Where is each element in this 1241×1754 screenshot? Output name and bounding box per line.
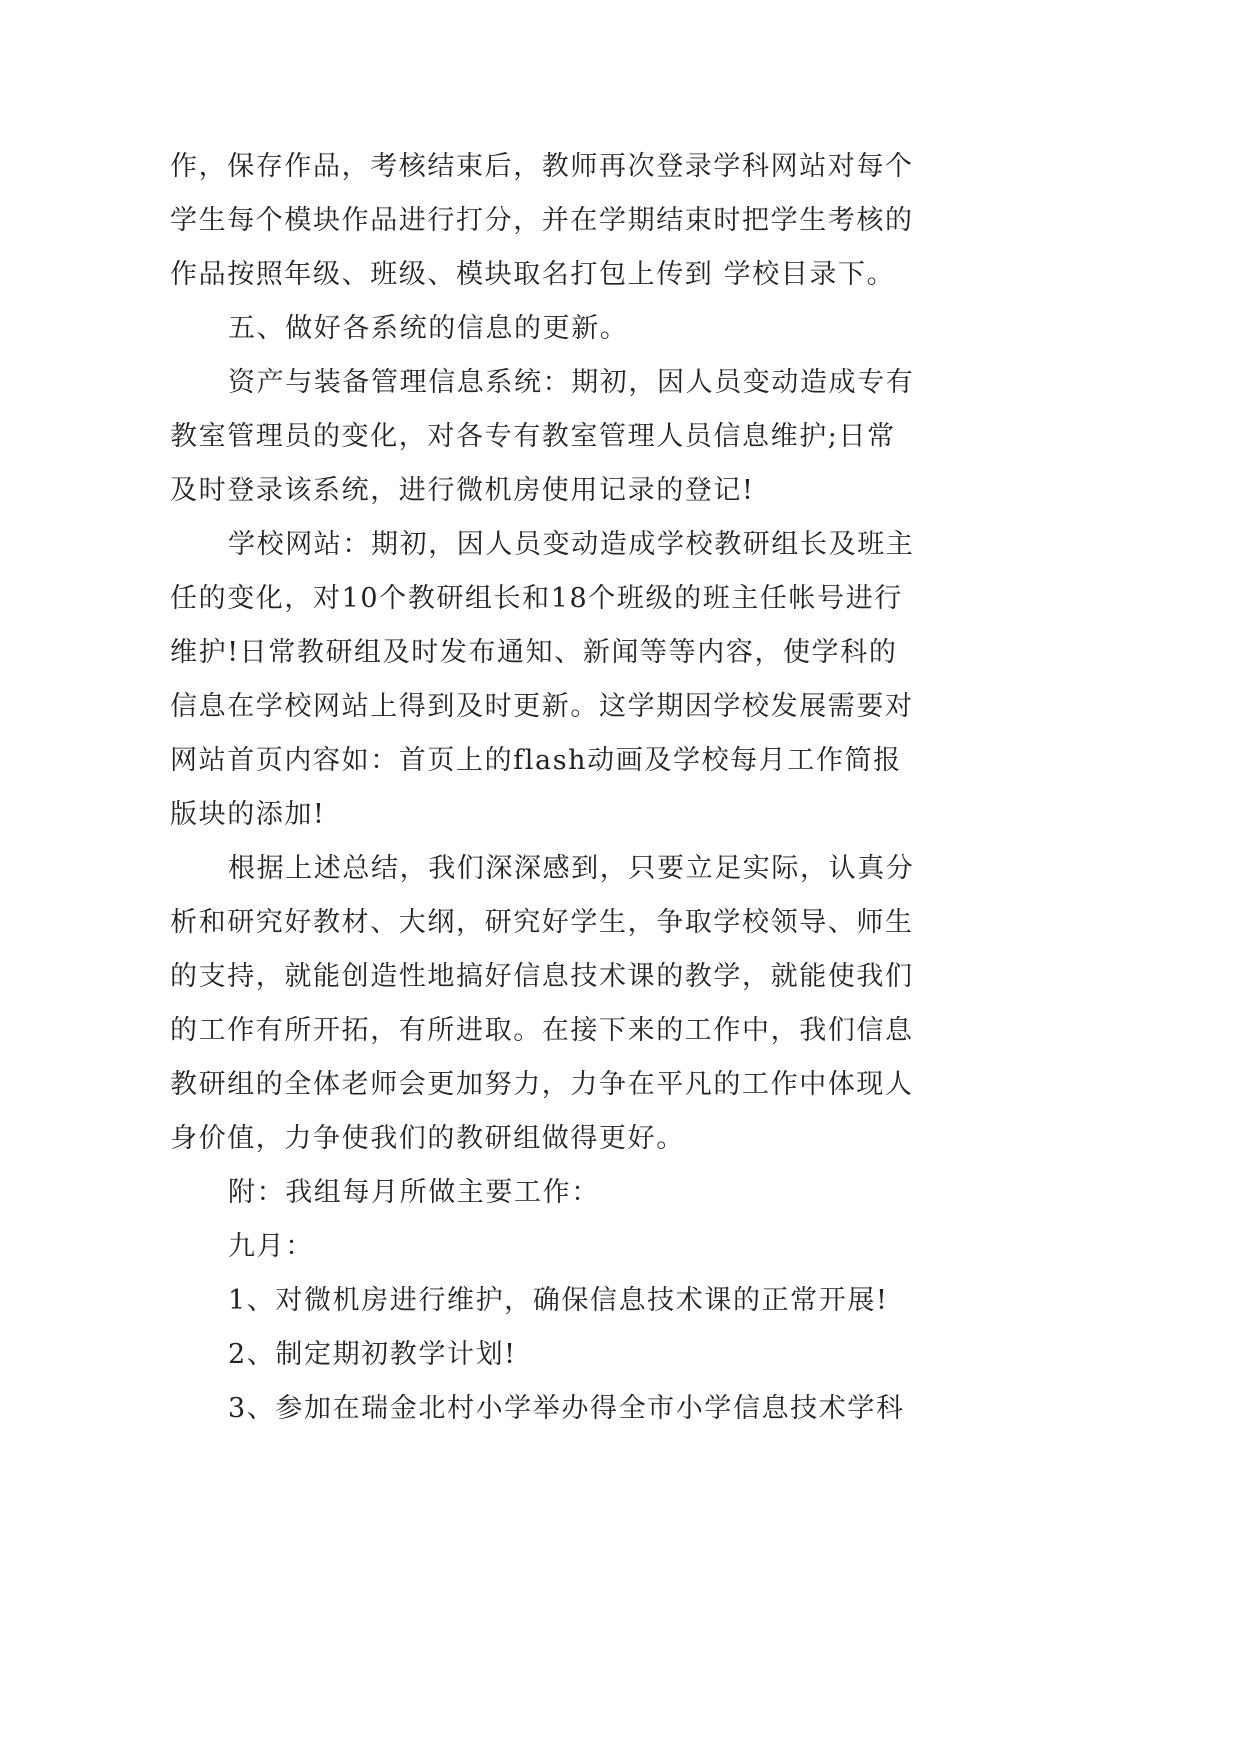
text-line: 身价值，力争使我们的教研组做得更好。 (170, 1123, 685, 1154)
text-line: 的支持，就能创造性地搞好信息技术课的教学，就能使我们 (170, 961, 914, 992)
list-item: 1、对微机房进行维护，确保信息技术课的正常开展! (228, 1285, 889, 1316)
paragraph-start: 学校网站：期初，因人员变动造成学校教研组长及班主 (228, 529, 915, 560)
text-line: 及时登录该系统，进行微机房使用记录的登记! (170, 475, 755, 506)
text-line: 维护!日常教研组及时发布通知、新闻等等内容，使学科的 (170, 637, 898, 668)
text-line: 的工作有所开拓，有所进取。在接下来的工作中，我们信息 (170, 1015, 914, 1046)
text-line: 版块的添加! (170, 799, 326, 830)
appendix-heading: 附：我组每月所做主要工作： (228, 1177, 600, 1208)
paragraph-start: 资产与装备管理信息系统：期初，因人员变动造成专有 (228, 367, 915, 398)
paragraph-start: 根据上述总结，我们深深感到，只要立足实际，认真分 (228, 853, 915, 884)
section-heading: 五、做好各系统的信息的更新。 (228, 313, 629, 344)
text-line: 学生每个模块作品进行打分，并在学期结束时把学生考核的 (170, 205, 914, 236)
text-line: 信息在学校网站上得到及时更新。这学期因学校发展需要对 (170, 691, 914, 722)
list-item: 2、制定期初教学计划! (228, 1339, 517, 1370)
list-item: 3、参加在瑞金北村小学举办得全市小学信息技术学科 (228, 1393, 905, 1424)
text-line: 教室管理员的变化，对各专有教室管理人员信息维护;日常 (170, 421, 896, 452)
text-line: 网站首页内容如：首页上的flash动画及学校每月工作简报 (170, 745, 902, 776)
text-line: 任的变化，对10个教研组长和18个班级的班主任帐号进行 (170, 583, 903, 614)
text-line: 作，保存作品，考核结束后，教师再次登录学科网站对每个 (170, 151, 914, 182)
text-line: 作品按照年级、班级、模块取名打包上传到 学校目录下。 (170, 259, 896, 290)
month-heading: 九月： (228, 1231, 314, 1262)
document-body (170, 140, 940, 1436)
text-line: 教研组的全体老师会更加努力，力争在平凡的工作中体现人 (170, 1069, 914, 1100)
text-line: 析和研究好教材、大纲，研究好学生，争取学校领导、师生 (170, 907, 914, 938)
